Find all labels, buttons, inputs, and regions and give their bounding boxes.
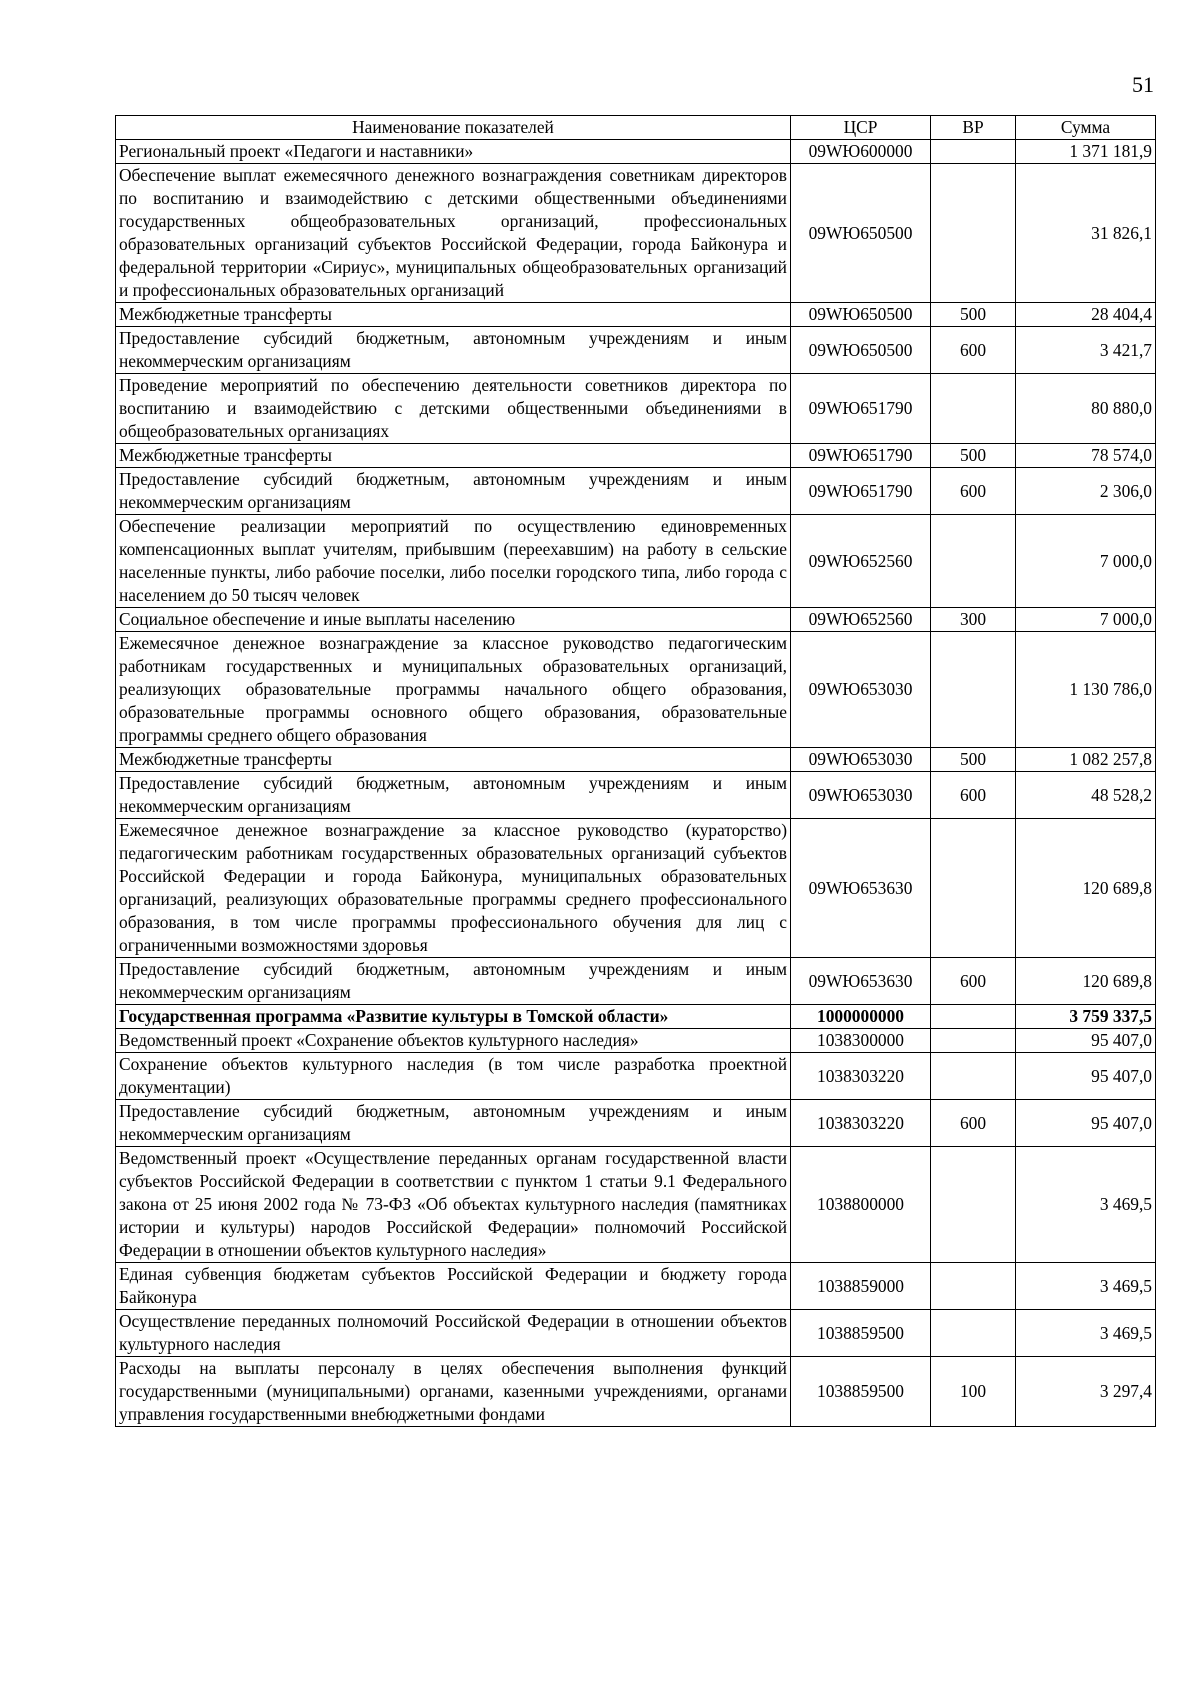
row-vr: [931, 632, 1016, 748]
row-vr: 300: [931, 608, 1016, 632]
row-sum: 95 407,0: [1016, 1100, 1156, 1147]
row-sum: 3 469,5: [1016, 1147, 1156, 1263]
row-vr: 600: [931, 772, 1016, 819]
row-vr: [931, 164, 1016, 303]
row-name: Расходы на выплаты персоналу в целях обеспечения выполнения функций государственными (муниципальными) органами, казенными учреждениями, органами управления государственными внебюджетными фондами: [116, 1357, 791, 1427]
row-sum: 3 469,5: [1016, 1263, 1156, 1310]
row-vr: 500: [931, 303, 1016, 327]
row-sum: 7 000,0: [1016, 515, 1156, 608]
row-code: 09WЮ650500: [791, 303, 931, 327]
row-sum: 3 297,4: [1016, 1357, 1156, 1427]
row-vr: 600: [931, 468, 1016, 515]
header-name: Наименование показателей: [116, 116, 791, 140]
row-code: 09WЮ653630: [791, 819, 931, 958]
row-vr: [931, 1147, 1016, 1263]
row-code: 09WЮ600000: [791, 140, 931, 164]
table-row: [116, 958, 1156, 1005]
table-row: [116, 444, 1156, 468]
row-vr: [931, 1029, 1016, 1053]
table-row: [116, 164, 1156, 303]
row-sum: 1 371 181,9: [1016, 140, 1156, 164]
row-sum: 1 130 786,0: [1016, 632, 1156, 748]
row-code: 09WЮ653030: [791, 748, 931, 772]
row-sum: 120 689,8: [1016, 958, 1156, 1005]
row-name: Обеспечение реализации мероприятий по осуществлению единовременных компенсационных выплат учителям, прибывшим (переехавшим) на работу в сельские населенные пункты, либо рабочие поселки, либо поселки городского типа, либо города с населением до 50 тысяч человек: [116, 515, 791, 608]
row-vr: [931, 1310, 1016, 1357]
table-body: [116, 140, 1156, 1427]
row-code: 09WЮ653030: [791, 772, 931, 819]
row-code: 09WЮ653630: [791, 958, 931, 1005]
table-header-row: [116, 116, 1156, 140]
header-vr: ВР: [931, 116, 1016, 140]
table-row: [116, 1005, 1156, 1029]
row-name: Сохранение объектов культурного наследия (в том числе разработка проектной документации): [116, 1053, 791, 1100]
table-row: [116, 632, 1156, 748]
row-code: 09WЮ651790: [791, 444, 931, 468]
row-name: Ежемесячное денежное вознаграждение за классное руководство педагогическим работникам государственных и муниципальных образовательных организаций, реализующих образовательные программы начального общего образования, образовательные программы основного общего образования, образовательные программы среднего общего образования: [116, 632, 791, 748]
table-row: [116, 1053, 1156, 1100]
row-name: Предоставление субсидий бюджетным, автономным учреждениям и иным некоммерческим организациям: [116, 327, 791, 374]
table-row: [116, 748, 1156, 772]
row-code: 1000000000: [791, 1005, 931, 1029]
row-sum: 1 082 257,8: [1016, 748, 1156, 772]
table-row: [116, 140, 1156, 164]
row-sum: 31 826,1: [1016, 164, 1156, 303]
row-code: 09WЮ652560: [791, 515, 931, 608]
table-row: [116, 468, 1156, 515]
table-row: [116, 1263, 1156, 1310]
table-row: [116, 1357, 1156, 1427]
row-vr: 500: [931, 444, 1016, 468]
row-name: Предоставление субсидий бюджетным, автономным учреждениям и иным некоммерческим организациям: [116, 1100, 791, 1147]
row-name: Ежемесячное денежное вознаграждение за классное руководство (кураторство) педагогическим работникам государственных образовательных организаций субъектов Российской Федерации и города Байконура, муниципальных образовательных организаций, реализующих образовательные программы среднего профессионального образования, в том числе программы профессионального обучения для лиц с ограниченными возможностями здоровья: [116, 819, 791, 958]
table-row: [116, 1029, 1156, 1053]
row-code: 1038300000: [791, 1029, 931, 1053]
row-name: Обеспечение выплат ежемесячного денежного вознаграждения советникам директоров по воспитанию и взаимодействию с детскими общественными объединениями государственных общеобразовательных организаций, профессиональных образовательных организаций субъектов Российской Федерации, города Байконура и федеральной территории «Сириус», муниципальных общеобразовательных организаций и профессиональных образовательных организаций: [116, 164, 791, 303]
row-vr: 100: [931, 1357, 1016, 1427]
table-row: [116, 1310, 1156, 1357]
budget-table: [115, 115, 1156, 1427]
row-name: Предоставление субсидий бюджетным, автономным учреждениям и иным некоммерческим организациям: [116, 772, 791, 819]
row-code: 09WЮ651790: [791, 374, 931, 444]
row-name: Единая субвенция бюджетам субъектов Российской Федерации и бюджету города Байконура: [116, 1263, 791, 1310]
row-name: Осуществление переданных полномочий Российской Федерации в отношении объектов культурного наследия: [116, 1310, 791, 1357]
row-vr: [931, 374, 1016, 444]
row-sum: 95 407,0: [1016, 1029, 1156, 1053]
row-vr: [931, 1263, 1016, 1310]
row-name: Предоставление субсидий бюджетным, автономным учреждениям и иным некоммерческим организациям: [116, 468, 791, 515]
row-name: Ведомственный проект «Осуществление переданных органам государственной власти субъектов Российской Федерации в соответствии с пунктом 1 статьи 9.1 Федерального закона от 25 июня 2002 года № 73-ФЗ «Об объектах культурного наследия (памятниках истории и культуры) народов Российской Федерации» полномочий Российской Федерации в отношении объектов культурного наследия»: [116, 1147, 791, 1263]
page-number: 51: [1132, 72, 1154, 97]
row-code: 1038303220: [791, 1053, 931, 1100]
row-code: 1038859500: [791, 1310, 931, 1357]
row-code: 1038800000: [791, 1147, 931, 1263]
row-name: Межбюджетные трансферты: [116, 748, 791, 772]
row-name: Межбюджетные трансферты: [116, 444, 791, 468]
row-sum: 120 689,8: [1016, 819, 1156, 958]
row-sum: 3 759 337,5: [1016, 1005, 1156, 1029]
table-row: [116, 515, 1156, 608]
row-code: 1038303220: [791, 1100, 931, 1147]
row-vr: 500: [931, 748, 1016, 772]
row-code: 1038859000: [791, 1263, 931, 1310]
table-row: [116, 303, 1156, 327]
row-code: 09WЮ653030: [791, 632, 931, 748]
row-code: 09WЮ652560: [791, 608, 931, 632]
row-code: 1038859500: [791, 1357, 931, 1427]
row-name: Ведомственный проект «Сохранение объектов культурного наследия»: [116, 1029, 791, 1053]
row-name: Региональный проект «Педагоги и наставники»: [116, 140, 791, 164]
row-vr: [931, 140, 1016, 164]
row-vr: 600: [931, 327, 1016, 374]
header-sum: Сумма: [1016, 116, 1156, 140]
row-vr: [931, 1005, 1016, 1029]
row-sum: 3 469,5: [1016, 1310, 1156, 1357]
row-name: Проведение мероприятий по обеспечению деятельности советников директора по воспитанию и взаимодействию с детскими общественными объединениями в общеобразовательных организациях: [116, 374, 791, 444]
row-vr: 600: [931, 1100, 1016, 1147]
row-code: 09WЮ651790: [791, 468, 931, 515]
row-sum: 48 528,2: [1016, 772, 1156, 819]
header-code: ЦСР: [791, 116, 931, 140]
table-row: [116, 772, 1156, 819]
row-vr: 600: [931, 958, 1016, 1005]
row-vr: [931, 1053, 1016, 1100]
table-row: [116, 327, 1156, 374]
row-sum: 80 880,0: [1016, 374, 1156, 444]
table-row: [116, 1100, 1156, 1147]
row-name: Предоставление субсидий бюджетным, автономным учреждениям и иным некоммерческим организациям: [116, 958, 791, 1005]
row-vr: [931, 515, 1016, 608]
table-row: [116, 819, 1156, 958]
row-sum: 2 306,0: [1016, 468, 1156, 515]
row-sum: 95 407,0: [1016, 1053, 1156, 1100]
table-row: [116, 608, 1156, 632]
row-sum: 3 421,7: [1016, 327, 1156, 374]
row-sum: 28 404,4: [1016, 303, 1156, 327]
row-name: Государственная программа «Развитие культуры в Томской области»: [116, 1005, 791, 1029]
row-code: 09WЮ650500: [791, 327, 931, 374]
table-row: [116, 374, 1156, 444]
row-sum: 78 574,0: [1016, 444, 1156, 468]
row-name: Социальное обеспечение и иные выплаты населению: [116, 608, 791, 632]
row-sum: 7 000,0: [1016, 608, 1156, 632]
table-row: [116, 1147, 1156, 1263]
row-name: Межбюджетные трансферты: [116, 303, 791, 327]
row-vr: [931, 819, 1016, 958]
row-code: 09WЮ650500: [791, 164, 931, 303]
